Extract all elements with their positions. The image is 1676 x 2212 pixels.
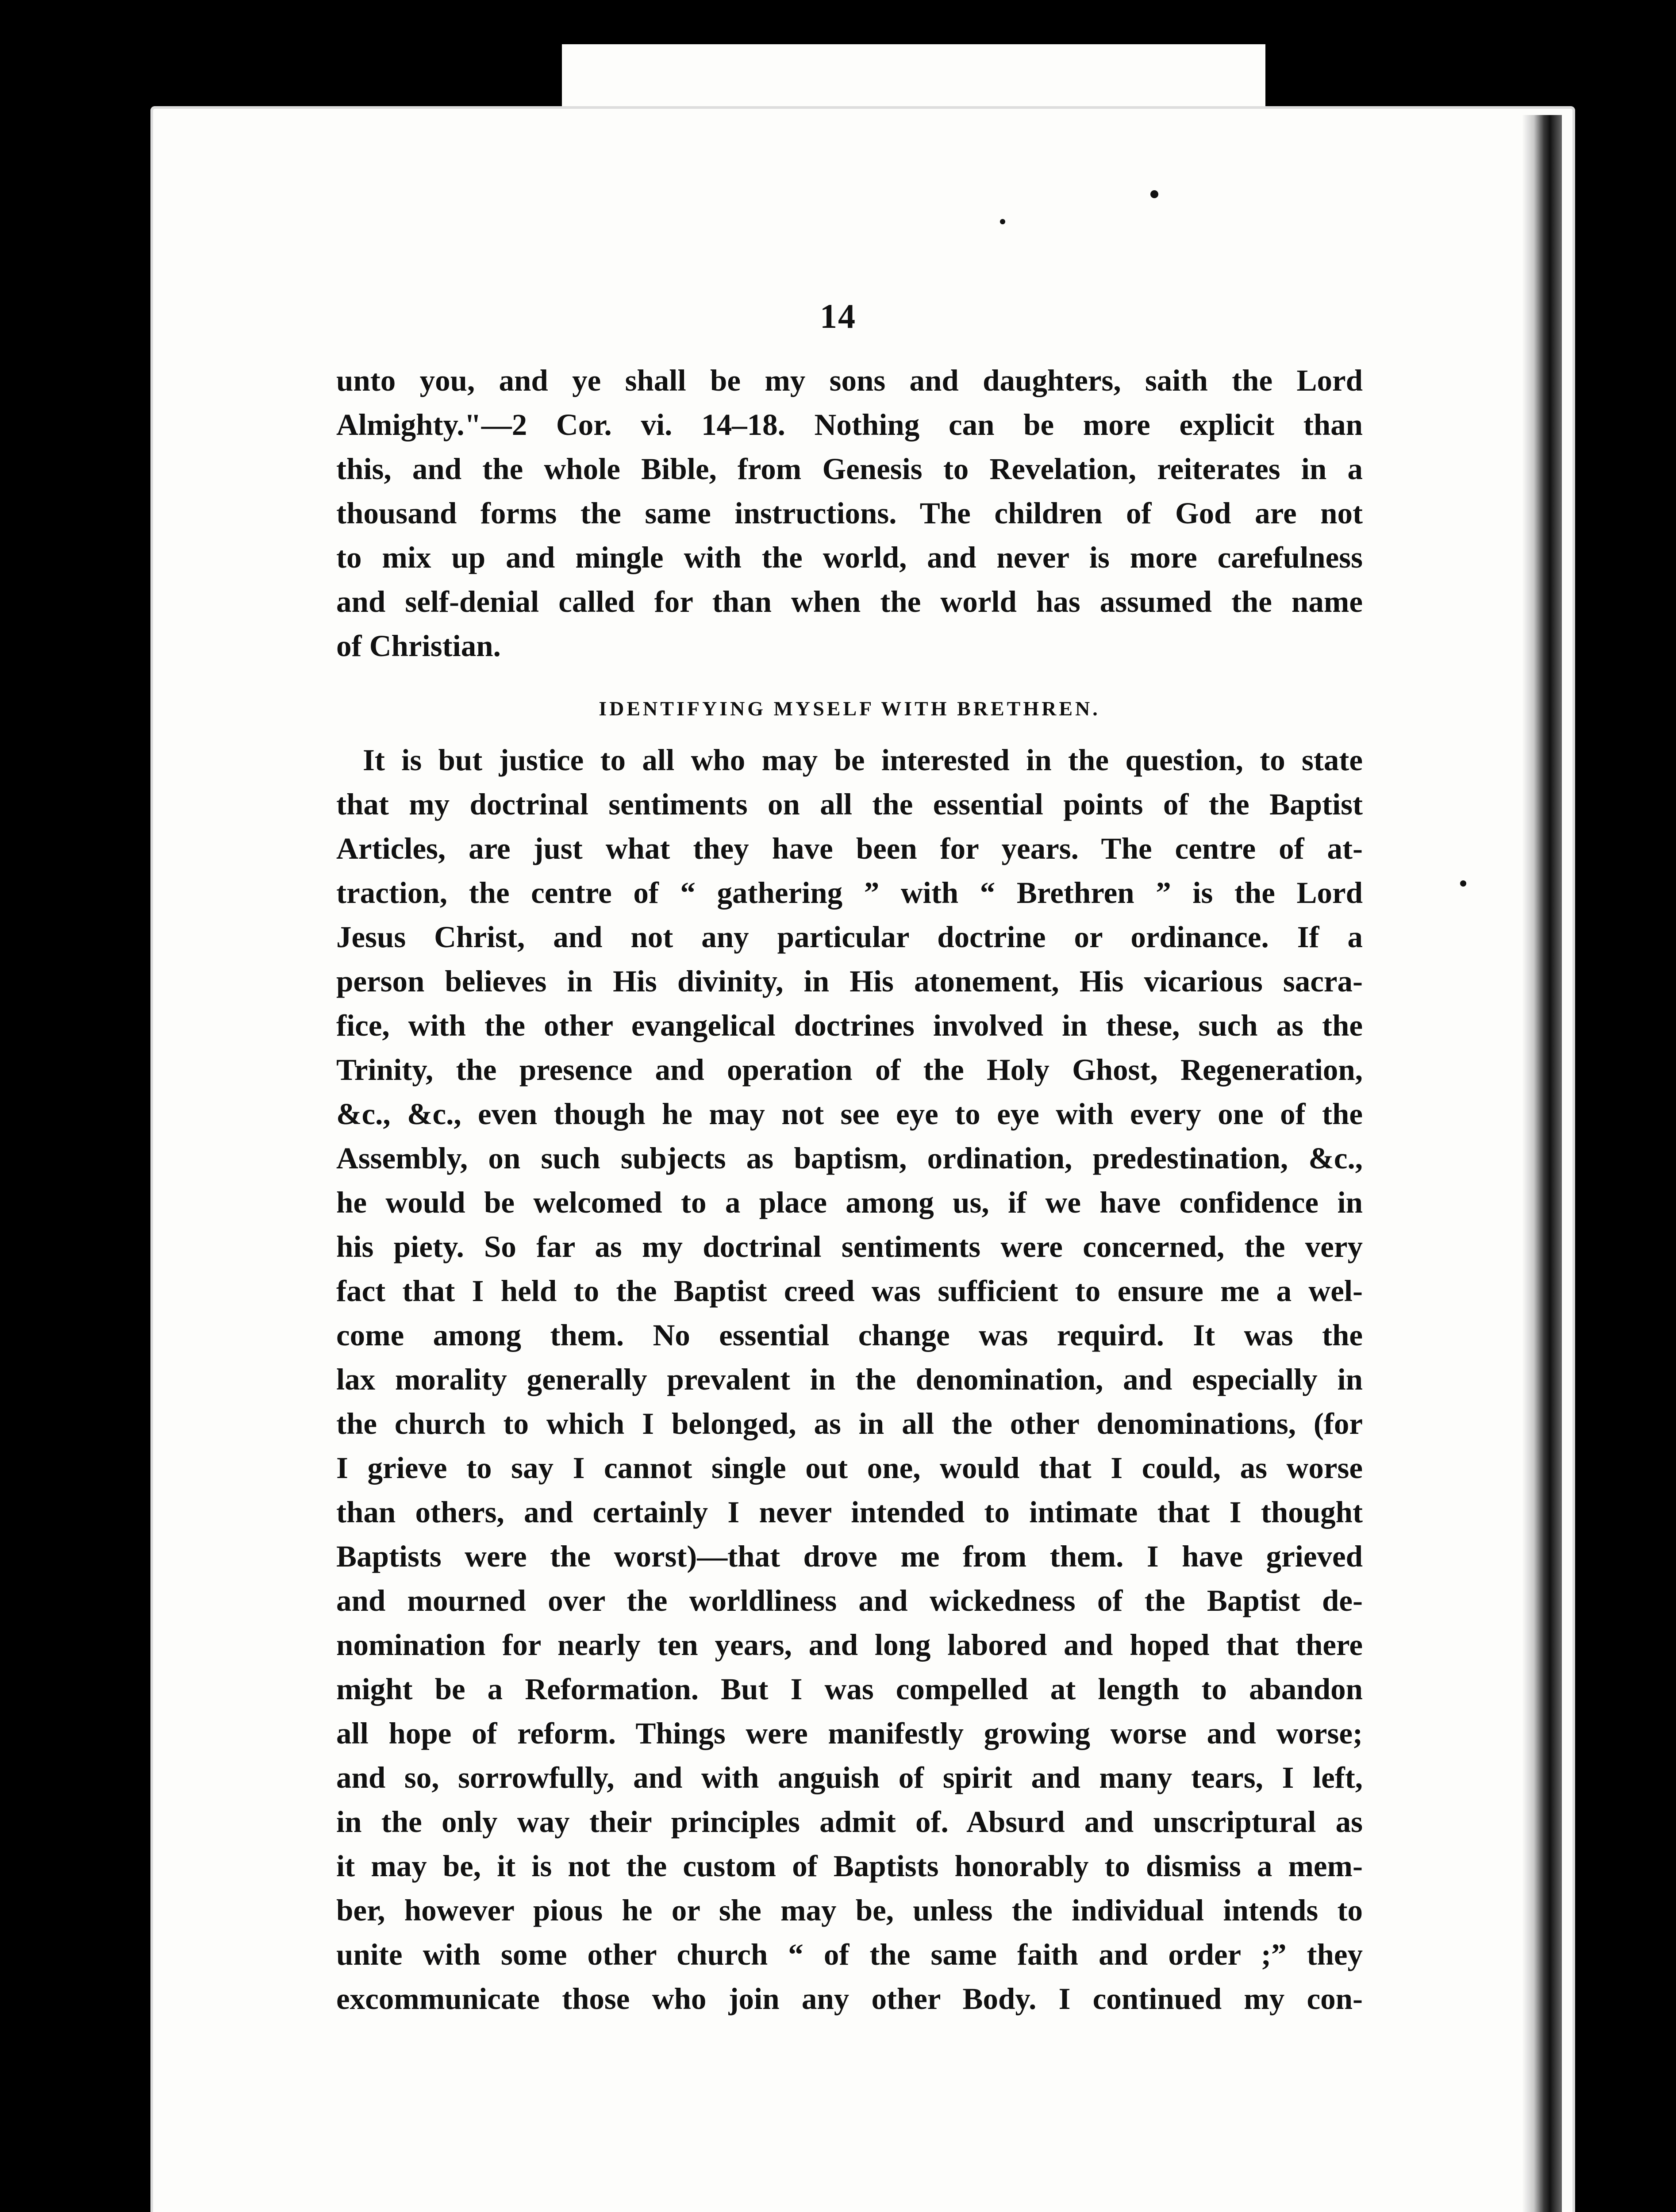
text-line: &c., &c., even though he may not see eye to eye with every one of the	[336, 1097, 1363, 1131]
text-line: might be a Reformation. But I was compelled at length to abandon	[336, 1672, 1363, 1706]
text-line: in the only way their principles admit of. Absurd and unscriptural as	[336, 1805, 1363, 1839]
text-line: and so, sorrowfully, and with anguish of spirit and many tears, I left,	[336, 1761, 1363, 1794]
text-line: this, and the whole Bible, from Genesis to Revelation, reiterates in a	[336, 452, 1363, 486]
text-line: come among them. No essential change was requird. It was the	[336, 1318, 1363, 1352]
page-number: 14	[820, 297, 856, 335]
text-line: person believes in His divinity, in His atonement, His vicarious sacra-	[336, 964, 1363, 998]
section-heading: IDENTIFYING MYSELF WITH BRETHREN.	[599, 697, 1100, 720]
ink-speck	[1150, 190, 1158, 198]
text-line: excommunicate those who join any other Body. I continued my con-	[336, 1982, 1363, 2016]
page-body	[336, 358, 1363, 2021]
opening-paragraph	[336, 358, 1363, 668]
text-line: to mix up and mingle with the world, and never is more carefulness	[336, 541, 1363, 574]
text-line: he would be welcomed to a place among us, if we have confidence in	[336, 1186, 1363, 1219]
text-line: his piety. So far as my doctrinal sentiments were concerned, the very	[336, 1230, 1363, 1263]
text-line: Jesus Christ, and not any particular doctrine or ordinance. If a	[336, 920, 1363, 954]
text-line: Baptists were the worst)—that drove me from them. I have grieved	[336, 1540, 1363, 1573]
text-line: the church to which I belonged, as in all the other denominations, (for	[336, 1407, 1363, 1440]
text-line: it may be, it is not the custom of Baptists honorably to dismiss a mem-	[336, 1849, 1363, 1883]
text-line: that my doctrinal sentiments on all the essential points of the Baptist	[336, 787, 1363, 821]
text-line: Articles, are just what they have been for years. The centre of at-	[336, 832, 1363, 865]
text-line: lax morality generally prevalent in the denomination, and especially in	[336, 1363, 1363, 1396]
text-line: all hope of reform. Things were manifestly growing worse and worse;	[336, 1717, 1363, 1750]
section-paragraph	[336, 738, 1363, 2021]
text-line: of Christian.	[336, 629, 501, 663]
text-line: unto you, and ye shall be my sons and daughters, saith the Lord	[336, 364, 1363, 397]
text-line: fice, with the other evangelical doctrines involved in these, such as the	[336, 1009, 1363, 1042]
text-line: Trinity, the presence and operation of the Holy Ghost, Regeneration,	[336, 1053, 1363, 1087]
text-line: and mourned over the worldliness and wickedness of the Baptist de-	[336, 1584, 1363, 1617]
text-line: I grieve to say I cannot single out one, would that I could, as worse	[336, 1451, 1363, 1485]
text-line: unite with some other church “ of the same faith and order ;” they	[336, 1938, 1363, 1971]
text-line: nomination for nearly ten years, and long labored and hoped that there	[336, 1628, 1363, 1662]
text-line: Almighty."—2 Cor. vi. 14–18. Nothing can be more explicit than	[336, 408, 1363, 442]
text-line: ber, however pious he or she may be, unless the individual intends to	[336, 1893, 1363, 1927]
ink-speck	[1000, 219, 1005, 224]
text-line: traction, the centre of “ gathering ” with “ Brethren ” is the Lord	[336, 876, 1363, 910]
text-line: thousand forms the same instructions. The children of God are not	[336, 496, 1363, 530]
ink-speck	[1460, 880, 1466, 887]
text-line: than others, and certainly I never intended to intimate that I thought	[336, 1495, 1363, 1529]
text-line: and self-denial called for than when the world has assumed the name	[336, 585, 1363, 618]
text-line: fact that I held to the Baptist creed was sufficient to ensure me a wel-	[336, 1274, 1363, 1308]
text-line: Assembly, on such subjects as baptism, ordination, predestination, &c.,	[336, 1141, 1363, 1175]
page-binding-edge	[1522, 115, 1562, 2212]
text-line: It is but justice to all who may be interested in the question, to state	[363, 743, 1363, 777]
